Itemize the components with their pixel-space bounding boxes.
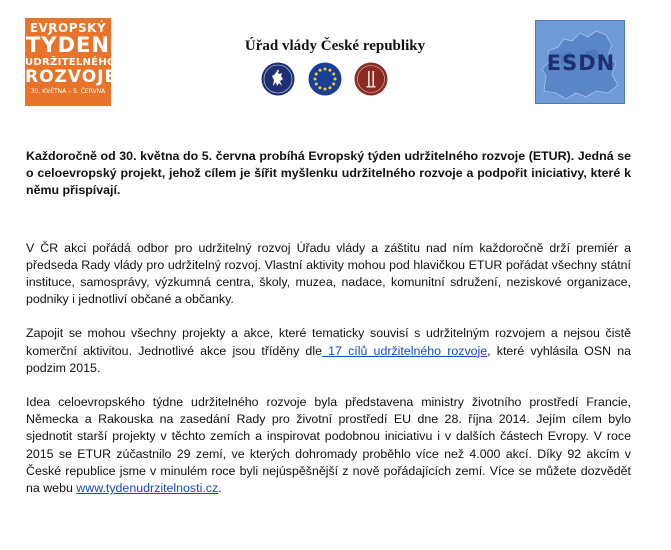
paragraph-participation-tail: , které vyhlásila OSN na podzim 2015.: [26, 343, 631, 375]
paragraph-organizer: V ČR akci pořádá odbor pro udržitelný rozvoj Úřadu vlády a záštitu nad ním každoročně drží premiér a předseda Rady vlády pro udržitelný rozvoj. Vlastní aktivity mohou pod hlavičkou ETUR pořádat všechny státní instituce, samosprávy, výzkumná centra, školy, muzea, nadace, komunitní sdružení, neziskové organizace, podniky i jednotliví občané a občanky.: [26, 240, 631, 307]
paragraph-history-text: Idea celoevropského týdne udržitelného rozvoje byla představena ministry životního prostředí Francie, Německa a Rakouska na zasedání Rady pro životní prostředí EU dne 28. října 2014. Jejím cílem bylo sjednotit starší projekty v těchto zemích a inspirovat podobnou iniciativu i v dalších částech Evropy. V roce 2015 se ETUR zúčastnilo 29 zemí, ve kterých dohromady proběhlo více než 4.000 akcí. Díky 92 akcím v České republice jsme v minulém roce byli nejúspěšnější z nově pořádajících zemí. Více se můžete dozvědět na webu: [26, 395, 631, 496]
paragraph-history-tail: .: [218, 481, 222, 496]
etur-logo-line2: TÝDEN: [26, 33, 110, 57]
czech-lion-seal-icon: [261, 62, 295, 96]
etur-logo: [25, 18, 118, 106]
lead-paragraph: Každoročně od 30. května do 5. června probíhá Evropský týden udržitelného rozvoje (ETUR). Jedná se o celoevropský projekt, jehož cílem je šířit myšlenku udržitelného rozvoje a podpořit iniciativy, které k němu přispívají.: [26, 149, 631, 198]
esdn-logo-text: ESDN: [546, 51, 616, 75]
eu-stars-seal-icon: [308, 62, 342, 96]
etur-logo-line3: UDRŽITELNÉHO: [25, 57, 116, 68]
paragraph-history: [26, 394, 631, 497]
page-title: Úřad vlády České republiky: [244, 38, 426, 54]
etur-logo-line4: ROZVOJE: [25, 67, 118, 87]
brown-seal-icon: [354, 62, 388, 96]
website-link[interactable]: www.tydenudrzitelnosti.cz: [76, 481, 219, 496]
etur-logo-dates: 30. KVĚTNA – 5. ČERVNA: [30, 88, 106, 95]
article-body: [26, 148, 631, 497]
paragraph-participation: [26, 325, 631, 377]
etur-logo-line1: EVROPSKÝ: [29, 21, 107, 35]
sdg-goals-link[interactable]: 17 cílů udržitelného rozvoje: [321, 343, 488, 358]
esdn-logo: [535, 20, 625, 104]
paragraph-participation-text: Zapojit se mohou všechny projekty a akce, které tematicky souvisí s udržitelným rozvojem a nejsou čistě komerční aktivitou. Jednotlivé akce jsou tříděny dle: [26, 326, 631, 358]
